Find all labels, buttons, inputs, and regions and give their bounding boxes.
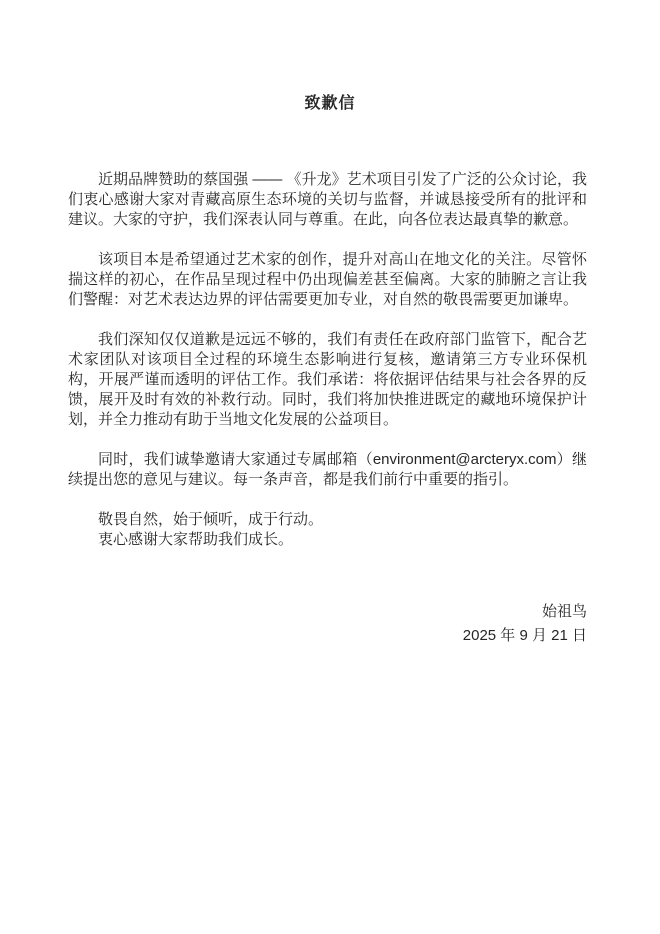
letter-paragraph-3: 我们深知仅仅道歉是远远不够的，我们有责任在政府部门监管下，配合艺术家团队对该项目全过程的环境生态影响进行复核，邀请第三方专业环保机构，开展严谨而透明的评估工作。我们承诺：将依据评估结果与社会各界的反馈，展开及时有效的补救行动。同时，我们将加快推进既定的藏地环境保护计划，并全力推动有助于当地文化发展的公益项目。 <box>68 331 587 428</box>
closing-block <box>68 510 587 550</box>
letter-paragraph-2: 该项目本是希望通过艺术家的创作，提升对高山在地文化的关注。尽管怀揣这样的初心，在作品呈现过程中仍出现偏差甚至偏离。大家的肺腑之言让我们警醒：对艺术表达边界的评估需要更加专业，对自然的敬畏需要更加谦卑。 <box>68 251 587 308</box>
closing-line-2: 衷心感谢大家帮助我们成长。 <box>98 531 294 548</box>
letter-paragraph-4: 同时，我们诚挚邀请大家通过专属邮箱（environment@arcteryx.com）继续提出您的意见与建议。每一条声音，都是我们前行中重要的指引。 <box>68 451 587 488</box>
closing-line-1: 敬畏自然，始于倾听，成于行动。 <box>98 511 324 528</box>
signatory-name: 始祖鸟 <box>541 603 587 620</box>
signature-block <box>68 600 587 648</box>
letter-title: 致歉信 <box>304 95 356 112</box>
letter-paragraph-1: 近期品牌赞助的蔡国强 —— 《升龙》艺术项目引发了广泛的公众讨论，我们衷心感谢大家对青藏高原生态环境的关切与监督，并诚恳接受所有的批评和建议。大家的守护，我们深表认同与尊重。在此，向各位表达最真挚的歉意。 <box>68 171 587 228</box>
letter-date: 2025 年 9 月 21 日 <box>462 627 587 644</box>
letter-body <box>68 170 587 648</box>
